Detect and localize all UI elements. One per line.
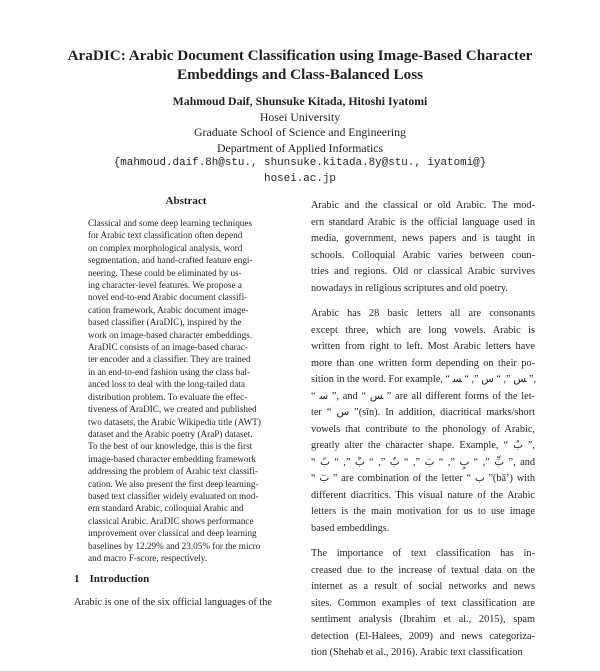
text-line: two datasets, the Arabic Wikipedia title (AWT) xyxy=(88,416,261,427)
text-line: segmentation, and hand-crafted feature engi- xyxy=(88,255,253,266)
title-line: Embeddings and Class-Balanced Loss xyxy=(176,66,424,83)
text-line: novel end-to-end Arabic document classifi- xyxy=(88,292,248,303)
text-line: schools. Colloquial Arabic varies between coun- xyxy=(311,249,535,261)
text-line: creased due to the increase of textual data on the xyxy=(311,564,535,576)
section-heading-introduction xyxy=(74,573,298,585)
text-line: ing character-level features. We propose a xyxy=(88,280,242,291)
paragraph-arabic-letters xyxy=(311,306,535,537)
text-line: different diacritics. This visual nature of the Arabic xyxy=(311,489,535,501)
text-line: except three, which are long vowels. Arabic is xyxy=(311,324,535,336)
text-line: “ بِّ ”, “ بٍ ”, “ بَ ”, “ بٌ ”, “ بْ ”, “ بً ”, and xyxy=(311,456,535,468)
text-line: more than one written form depending on their po- xyxy=(311,357,535,369)
affiliation-line: Department of Applied Informatics xyxy=(216,140,384,155)
text-line: in an end-to-end fashion using the class bal- xyxy=(88,366,251,377)
text-line: tries and regions. Old or classical Arabic survives xyxy=(311,266,535,277)
title-line: AraDIC: Arabic Document Classification using Image-Based Character xyxy=(67,47,533,64)
text-line: based embeddings. xyxy=(311,522,390,534)
text-line: ter “ س ”(sīn). In addition, diacritical marks/short xyxy=(311,407,535,418)
text-line: To the best of our knowledge, this is the first xyxy=(88,441,253,452)
text-line: detection (El-Halees, 2009) and news categoriza- xyxy=(311,630,535,642)
text-line: dataset and the Arabic poetry (AraP) dataset. xyxy=(88,428,253,439)
text-line: Arabic has 28 basic letters all are consonants xyxy=(311,308,535,319)
text-line: for Arabic text classification often depend xyxy=(88,230,243,241)
text-line: on complex morphological analysis, word xyxy=(88,242,243,253)
email-line: {mahmoud.daif.8h@stu., shunsuke.kitada.8y@stu., iyatomi@} xyxy=(113,157,487,169)
text-line: anced loss to deal with the long-tailed data xyxy=(88,379,245,390)
email-line: hosei.ac.jp xyxy=(264,172,336,185)
text-line: ern standard Arabic is the official language used in xyxy=(311,216,535,228)
left-column xyxy=(74,195,298,612)
text-line: and macro F-score, respectively. xyxy=(88,552,208,563)
text-line: “ ﺳ ”, and “ ﺲ ” are all different forms of the let- xyxy=(311,390,535,402)
text-line: written from right to left. Most Arabic letters have xyxy=(311,341,535,352)
text-line: ter encoder and a classifier. They are trained xyxy=(88,354,251,365)
text-line: greatly alter the character shape. Example, “ بُ ”, xyxy=(311,440,535,451)
affiliation-line: Graduate School of Science and Engineering xyxy=(194,125,406,139)
section-title: Introduction xyxy=(89,573,150,586)
text-line: cation framework, Arabic document image- xyxy=(88,304,249,315)
paragraph-text-classification xyxy=(311,546,535,662)
text-line: addressing the problem of Arabic text classifi- xyxy=(88,466,258,477)
text-line: tiveness of AraDIC, we created and published xyxy=(88,404,257,415)
paragraph-arabic-varieties xyxy=(311,198,535,297)
text-line: sites. Common examples of text classification are xyxy=(311,597,535,609)
text-line: internet as a result of social networks and news xyxy=(311,581,535,592)
text-line: letters is the main motivation for us to use image xyxy=(311,506,535,517)
author-names: Mahmoud Daif, Shunsuke Kitada, Hitoshi Iyatomi xyxy=(172,94,428,108)
text-line: ern standard Arabic, colloquial Arabic and xyxy=(88,503,244,514)
text-line: nowadays in religious scriptures and old poetry. xyxy=(311,282,508,294)
abstract-body xyxy=(88,217,284,564)
text-line: tion (Shehab et al., 2016). Arabic text classification xyxy=(311,647,523,658)
text-line: classical Arabic. AraDIC shows performance xyxy=(88,515,254,526)
text-line: sition in the word. For example, “ ﺲ ”, “ ﺱ ”, “ ﺴ ”, xyxy=(311,374,537,385)
author-block xyxy=(40,94,560,187)
affiliation-line: Hosei University xyxy=(259,109,341,124)
text-line: improvement over classical and deep learning xyxy=(88,528,257,539)
text-line: distribution problem. To evaluate the effec- xyxy=(88,391,248,402)
text-line: based text classifier widely evaluated on mod- xyxy=(88,490,259,501)
section-number: 1 xyxy=(74,573,80,586)
text-line: neering. These could be eliminated by us- xyxy=(88,267,242,278)
text-line: cation. We also present the first deep learning- xyxy=(88,478,259,489)
abstract-heading: Abstract xyxy=(165,195,207,207)
text-line: “ بٓ ” are combination of the letter “ ب ”(bā’) with xyxy=(311,473,535,484)
introduction-text: Arabic is one of the six official languages of the xyxy=(74,597,272,609)
text-line: The importance of text classification has in- xyxy=(311,548,535,559)
text-line: based classifier (AraDIC), inspired by the xyxy=(88,317,242,328)
text-line: image-based character embedding framework xyxy=(88,453,257,464)
text-line: AraDIC consists of an image-based charac- xyxy=(88,342,248,353)
text-line: baselines by 12.29% and 23.05% for the micro xyxy=(88,540,261,551)
text-line: vowels that contribute to the phonology of Arabic, xyxy=(311,423,535,435)
paper-title xyxy=(40,46,560,84)
text-line: Arabic and the classical or old Arabic. The mod- xyxy=(311,200,535,211)
text-line: sentiment analysis (Ibrahim et al., 2015), spam xyxy=(311,614,535,625)
text-line: work on image-based character embeddings. xyxy=(88,329,253,340)
text-line: Classical and some deep learning techniques xyxy=(88,218,253,228)
text-line: media, government, news papers and is taught in xyxy=(311,233,535,244)
